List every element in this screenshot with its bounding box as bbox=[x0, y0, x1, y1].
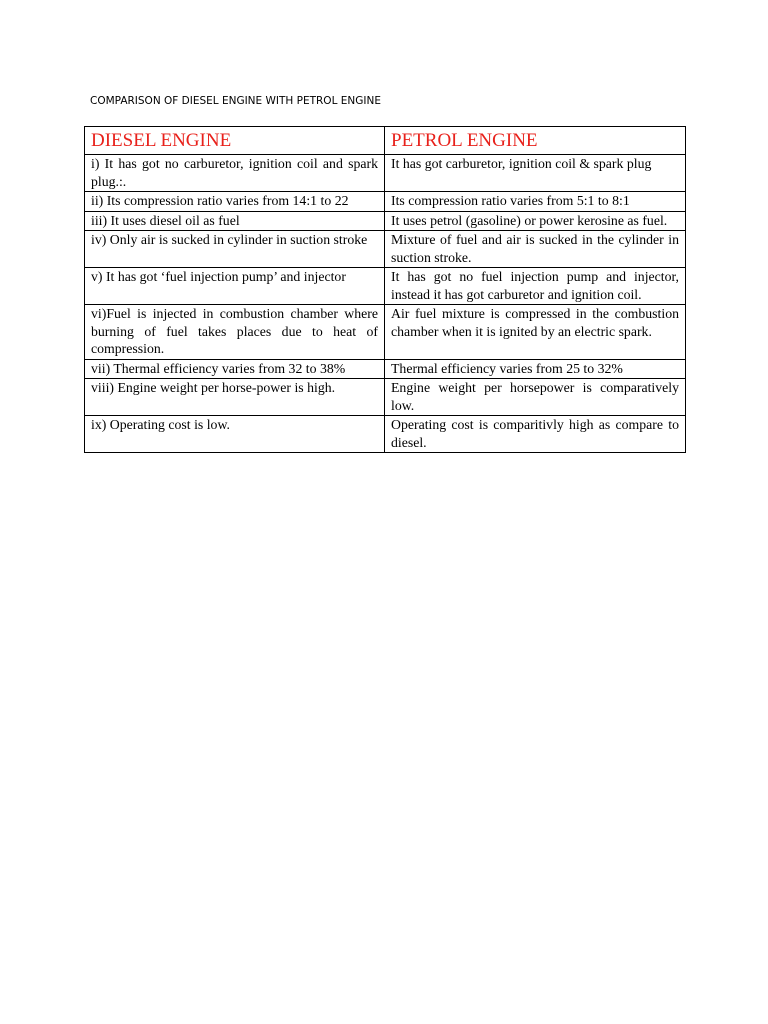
header-petrol-engine: PETROL ENGINE bbox=[385, 127, 686, 155]
page-title: COMPARISON OF DIESEL ENGINE WITH PETROL ENGINE bbox=[90, 95, 381, 107]
petrol-cell: Thermal efficiency varies from 25 to 32% bbox=[385, 359, 686, 379]
petrol-cell: It has got no fuel injection pump and injector, instead it has got carburetor and ignition coil. bbox=[385, 268, 686, 305]
petrol-cell: Engine weight per horsepower is comparatively low. bbox=[385, 379, 686, 416]
table-row bbox=[85, 305, 686, 360]
table-row bbox=[85, 231, 686, 268]
petrol-cell: Mixture of fuel and air is sucked in the cylinder in suction stroke. bbox=[385, 231, 686, 268]
table-row bbox=[85, 211, 686, 231]
diesel-cell: vii) Thermal efficiency varies from 32 to 38% bbox=[85, 359, 385, 379]
diesel-cell: ii) Its compression ratio varies from 14:1 to 22 bbox=[85, 192, 385, 212]
diesel-cell: v) It has got ‘fuel injection pump’ and injector bbox=[85, 268, 385, 305]
table-header-row bbox=[85, 127, 686, 155]
petrol-cell: Operating cost is comparitivly high as compare to diesel. bbox=[385, 416, 686, 453]
table-row bbox=[85, 155, 686, 192]
diesel-cell: iii) It uses diesel oil as fuel bbox=[85, 211, 385, 231]
diesel-cell: ix) Operating cost is low. bbox=[85, 416, 385, 453]
petrol-cell: It uses petrol (gasoline) or power kerosine as fuel. bbox=[385, 211, 686, 231]
petrol-cell: It has got carburetor, ignition coil & spark plug bbox=[385, 155, 686, 192]
table-row bbox=[85, 192, 686, 212]
diesel-cell: vi)Fuel is injected in combustion chamber where burning of fuel takes places due to heat of compression. bbox=[85, 305, 385, 360]
table-row bbox=[85, 268, 686, 305]
petrol-cell: Air fuel mixture is compressed in the combustion chamber when it is ignited by an electric spark. bbox=[385, 305, 686, 360]
petrol-cell: Its compression ratio varies from 5:1 to 8:1 bbox=[385, 192, 686, 212]
table-row bbox=[85, 359, 686, 379]
table-row bbox=[85, 379, 686, 416]
table-row bbox=[85, 416, 686, 453]
header-diesel-engine: DIESEL ENGINE bbox=[85, 127, 385, 155]
diesel-cell: i) It has got no carburetor, ignition coil and spark plug.:. bbox=[85, 155, 385, 192]
diesel-cell: viii) Engine weight per horse-power is high. bbox=[85, 379, 385, 416]
diesel-cell: iv) Only air is sucked in cylinder in suction stroke bbox=[85, 231, 385, 268]
comparison-table bbox=[84, 126, 686, 453]
